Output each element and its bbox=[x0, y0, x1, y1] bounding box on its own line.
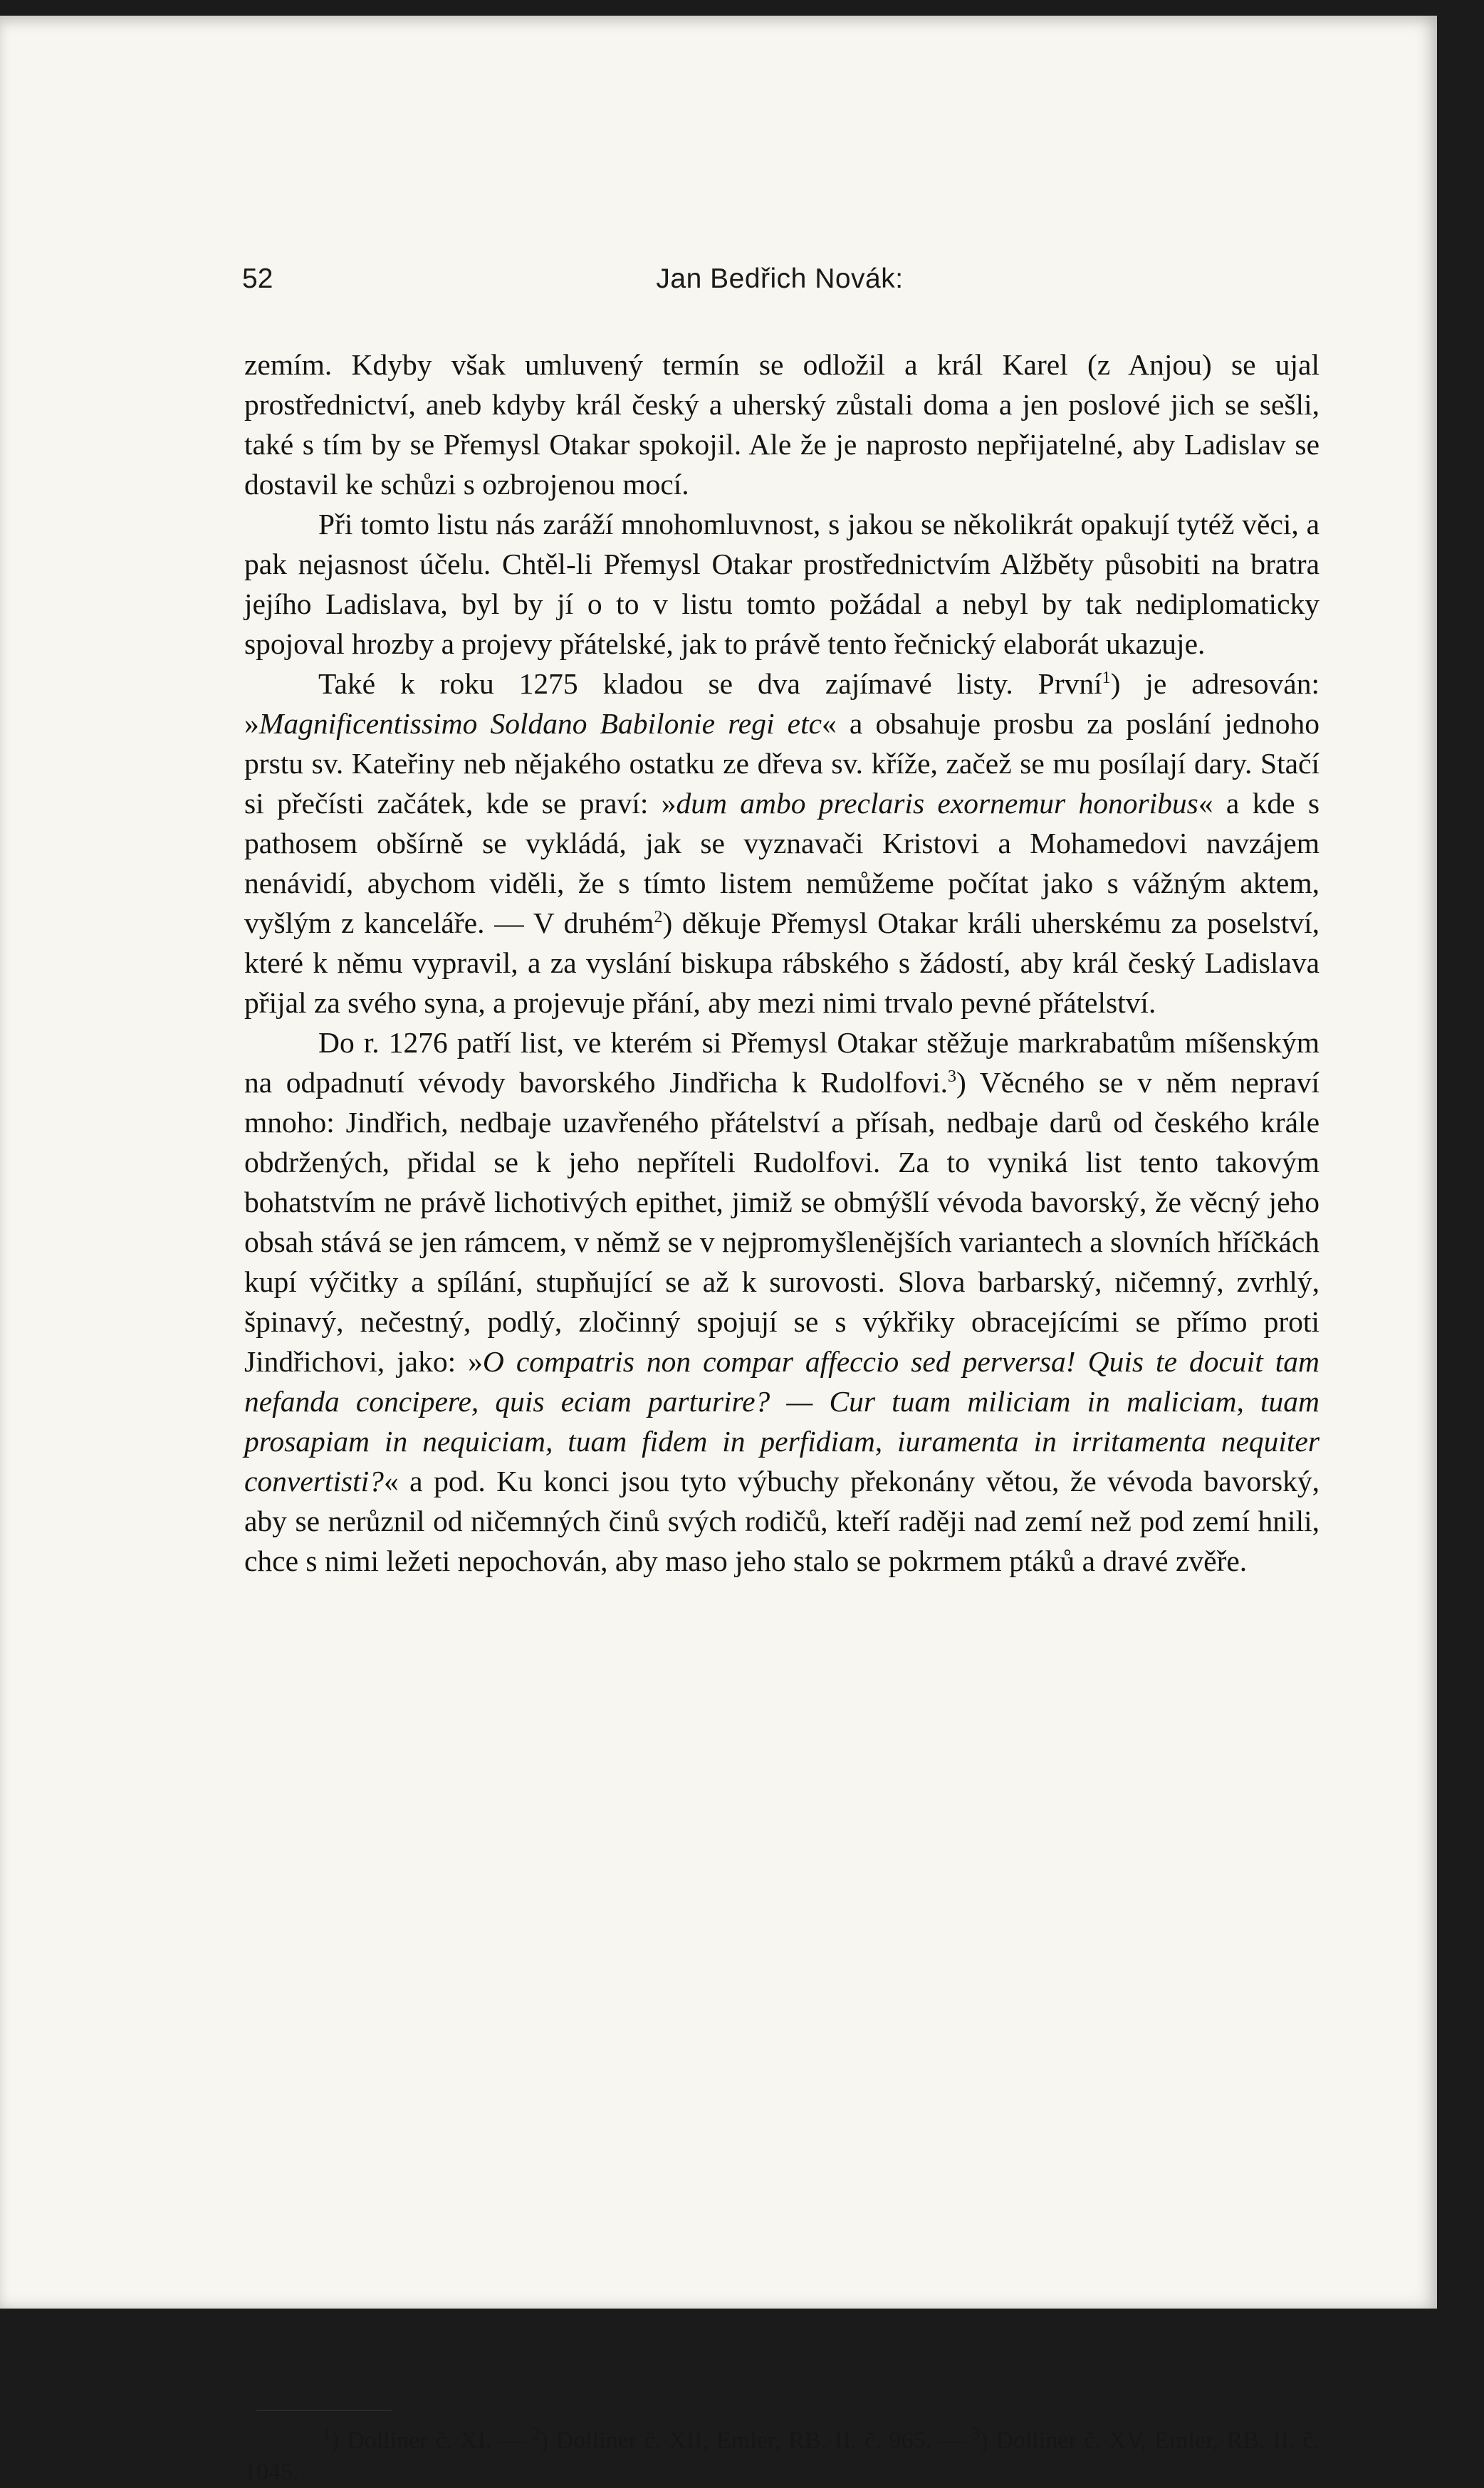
paragraph-4-text: ) Věcného se v něm nepraví mnoho: Jindřich, nedbaje uzavřeného přátelství a přísah, nedbaje darů od českého krále obdržených, přidal se k jeho nepříteli Rudolfovi. Za to vyniká list tento takovým bohatstvím ne právě lichotivých epithet, jimiž se obmýšlí vévoda bavorský, že věcný jeho obsah stává se jen rámcem, v němž se v nejpromyšlenějších variantech a slovních hříčkách kupí výčitky a spílání, stupňující se až k surovosti. Slova barbarský, ničemný, zvrhlý, špinavý, nečestný, podlý, zločinný spojují se s výkřiky obracejícími se přímo proti Jindřichovi, jako: » bbox=[244, 1066, 1320, 1378]
body-text bbox=[244, 345, 1320, 1581]
paragraph-3-text: « a obsahuje prosbu za poslání jednoho prstu sv. Kateřiny neb nějakého ostatku ze dřeva sv. kříže, začež se mu posílají dary. Stačí si přečísti začátek, kde se praví: » bbox=[244, 707, 1320, 820]
latin-quote: dum ambo preclaris exornemur honoribus bbox=[676, 787, 1198, 820]
footnote-1: ) Dolliner č. XI. — bbox=[331, 2427, 532, 2454]
footnote-ref-1: 1 bbox=[1102, 669, 1111, 688]
paragraph-3 bbox=[244, 664, 1320, 1023]
footnote-block bbox=[244, 2425, 1320, 2488]
footnote-mark-1: 1 bbox=[323, 2425, 331, 2444]
page-header bbox=[242, 256, 1317, 306]
latin-quote: Magnificentissimo Soldano Babilonie regi etc bbox=[258, 707, 822, 740]
paragraph-3-text: ) děkuje Přemysl Otakar králi uherskému za poselství, které k němu vypravil, a za vyslání biskupa rábského s žádostí, aby král český Ladislava přijal za svého syna, a projevuje přání, aby mezi nimi trvalo pevné přátelství. bbox=[244, 906, 1320, 1019]
latin-quote: O compatris non compar affeccio sed perversa! Quis te docuit tam nefanda concipere, quis eciam parturire? — Cur tuam miliciam in maliciam, tuam prosapiam in nequiciam, tuam fidem in perfidiam, iuramenta in irritamenta nequiter convertisti? bbox=[244, 1345, 1320, 1497]
footnote-2: ) Dolliner č. XII, Emler, RB. II. č. 965. — bbox=[540, 2427, 972, 2454]
footnote-mark-3: 3 bbox=[971, 2425, 981, 2444]
paragraph-3-text: ) je adresován: » bbox=[244, 667, 1320, 740]
book-page bbox=[0, 16, 1437, 2485]
footnote-separator bbox=[256, 2410, 392, 2411]
paragraph-4-text: « a pod. Ku konci jsou tyto výbuchy překonány větou, že vévoda bavorský, aby se nerůznil od ničemných činů svých rodičů, kteří raději nad zemí než pod zemí hnili, chce s nimi ležeti nepochován, aby maso jeho stalo se pokrmem ptáků a dravé zvěře. bbox=[244, 1465, 1320, 1577]
paragraph-4 bbox=[244, 1023, 1320, 1581]
page-number: 52 bbox=[242, 263, 273, 294]
paragraph-3-text: Také k roku 1275 kladou se dva zajímavé listy. První bbox=[318, 667, 1102, 700]
paragraph-4-text: Do r. 1276 patří list, ve kterém si Přemysl Otakar stěžuje markrabatům míšenským na odpadnutí vévody bavorského Jindřicha k Rudolfovi. bbox=[244, 1026, 1320, 1099]
footnote-mark-2: 2 bbox=[531, 2425, 540, 2444]
footnote-3: ) Dolliner č. XV, Emler, RB. II. č. 1045. bbox=[244, 2427, 1320, 2485]
paragraph-3-text: « a kde s pathosem obšírně se vykládá, jak se vyznavači Kristovi a Mohamedovi navzájem nenávidí, abychom viděli, že s tímto listem nemůžeme počítat jako s vážným aktem, vyšlým z kanceláře. — V druhém bbox=[244, 787, 1320, 939]
paragraph-1: zemím. Kdyby však umluvený termín se odložil a král Karel (z Anjou) se ujal prostřednictví, aneb kdyby král český a uherský zůstali doma a jen poslové jich se sešli, také s tím by se Přemysl Otakar spokojil. Ale že je naprosto nepřijatelné, aby Ladislav se dostavil ke schůzi s ozbrojenou mocí. bbox=[244, 348, 1320, 501]
footnote-ref-3: 3 bbox=[948, 1067, 957, 1087]
paragraph-2: Při tomto listu nás zaráží mnohomluvnost, s jakou se několikrát opakují tytéž věci, a pak nejasnost účelu. Chtěl-li Přemysl Otakar prostřednictvím Alžběty působiti na bratra jejího Ladislava, byl by jí o to v listu tomto požádal a nebyl by tak nediplomaticky spojoval hrozby a projevy přátelské, jak to právě tento řečnický elaborát ukazuje. bbox=[244, 508, 1320, 660]
footnotes bbox=[244, 2425, 1320, 2488]
footnote-ref-2: 2 bbox=[654, 908, 663, 927]
running-head: Jan Bedřich Novák: bbox=[656, 263, 904, 294]
